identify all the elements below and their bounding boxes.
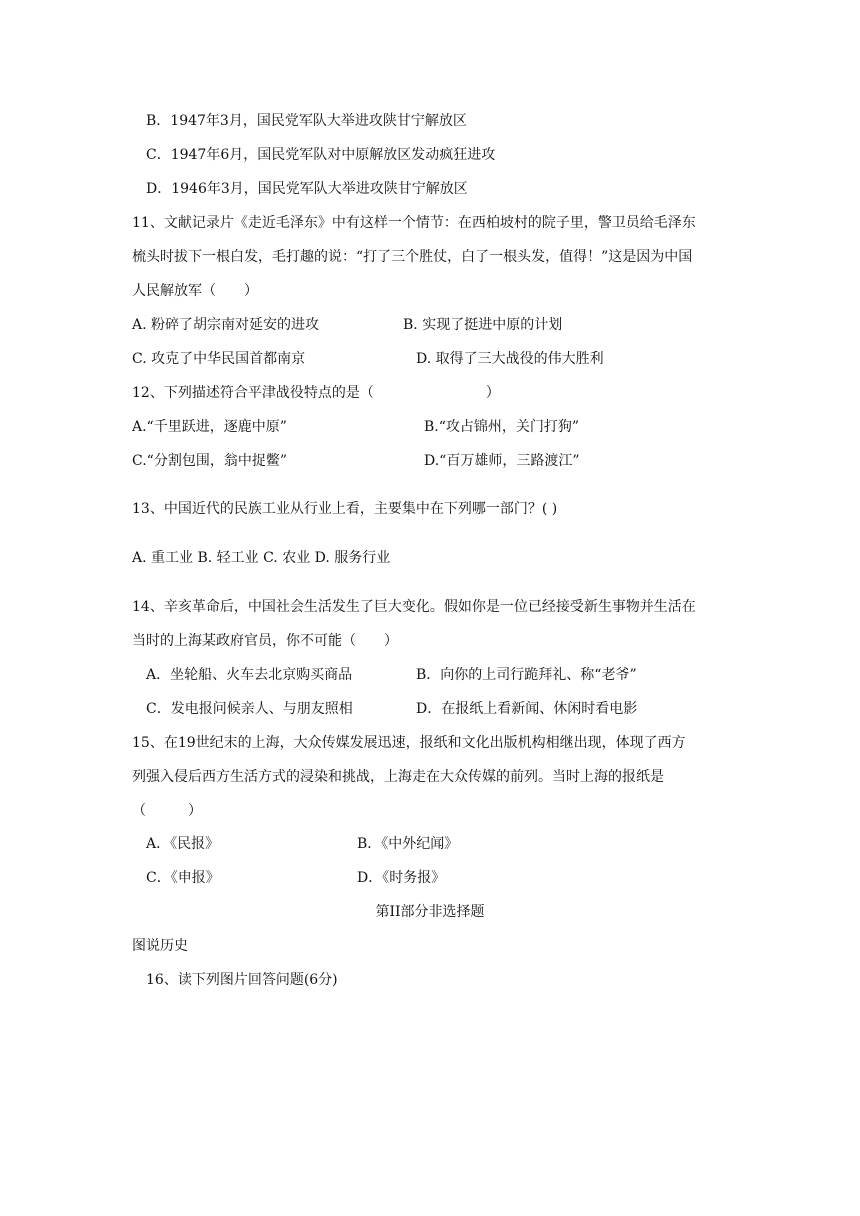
q10-option-d: D．1946年3月，国民党军队大举进攻陕甘宁解放区 <box>146 181 468 197</box>
q14-option-a: A．坐轮船、火车去北京购买商品 <box>146 667 353 683</box>
q15-option-d: D．《时务报》 <box>357 870 446 886</box>
q12-stem: 12、下列描述符合平津战役特点的是（ ） <box>132 385 500 401</box>
q14-option-c: C．发电报问候亲人、与朋友照相 <box>146 701 353 717</box>
q11-option-a: A. 粉碎了胡宗南对延安的进攻 <box>132 317 320 333</box>
q13-options: A. 重工业 B. 轻工业 C. 农业 D. 服务行业 <box>132 550 391 566</box>
q15-stem-line-1: 15、在19世纪末的上海，大众传媒发展迅速，报纸和文化出版机构相继出现，体现了西方 <box>132 735 686 751</box>
q12-option-c: C.“分割包围，翁中捉鳖” <box>132 453 287 469</box>
q15-option-b: B．《中外纪闻》 <box>357 836 459 852</box>
q14-stem-line-2: 当时的上海某政府官员，你不可能（ ） <box>132 633 398 649</box>
q11-stem-line-2: 梳头时拔下一根白发，毛打趣的说：“打了三个胜仗，白了一根头发，值得！”这是因为中国 <box>132 249 693 265</box>
q11-stem-line-1: 11、文献记录片《走近毛泽东》中有这样一个情节：在西柏坡村的院子里，警卫员给毛泽东 <box>132 215 696 231</box>
q15-stem-line-3: （ ） <box>132 803 202 819</box>
q11-option-c: C. 攻克了中华民国首都南京 <box>132 351 306 367</box>
section-title: 第II部分非选择题 <box>375 904 485 920</box>
q11-stem-line-3: 人民解放军（ ） <box>132 283 258 299</box>
q14-stem-line-1: 14、辛亥革命后，中国社会生活发生了巨大变化。假如你是一位已经接受新生事物并生活在 <box>132 599 696 615</box>
q11-option-b: B. 实现了挺进中原的计划 <box>403 317 563 333</box>
q12-option-d: D.“百万雄师，三路渡江” <box>424 453 580 469</box>
q14-option-b: B．向你的上司行跪拜礼、称“老爷” <box>416 667 637 683</box>
q10-option-b: B．1947年3月，国民党军队大举进攻陕甘宁解放区 <box>146 113 467 129</box>
q11-option-d: D. 取得了三大战役的伟大胜利 <box>416 351 604 367</box>
q15-stem-line-2: 列强入侵后西方生活方式的浸染和挑战，上海走在大众传媒的前列。当时上海的报纸是 <box>132 769 664 785</box>
q15-option-c: C．《申报》 <box>146 870 220 886</box>
q12-option-b: B.“攻占锦州，关门打狗” <box>424 419 580 435</box>
q15-option-a: A．《民报》 <box>146 836 220 852</box>
q16-stem: 16、读下列图片回答问题(6分) <box>146 972 338 988</box>
q13-stem: 13、中国近代的民族工业从行业上看，主要集中在下列哪一部门？( ) <box>132 501 558 517</box>
section-subtitle: 图说历史 <box>132 938 188 954</box>
q10-option-c: C．1947年6月，国民党军队对中原解放区发动疯狂进攻 <box>146 147 496 163</box>
q12-option-a: A.“千里跃进，逐鹿中原” <box>132 419 287 435</box>
q14-option-d: D．在报纸上看新闻、休闲时看电影 <box>416 701 638 717</box>
